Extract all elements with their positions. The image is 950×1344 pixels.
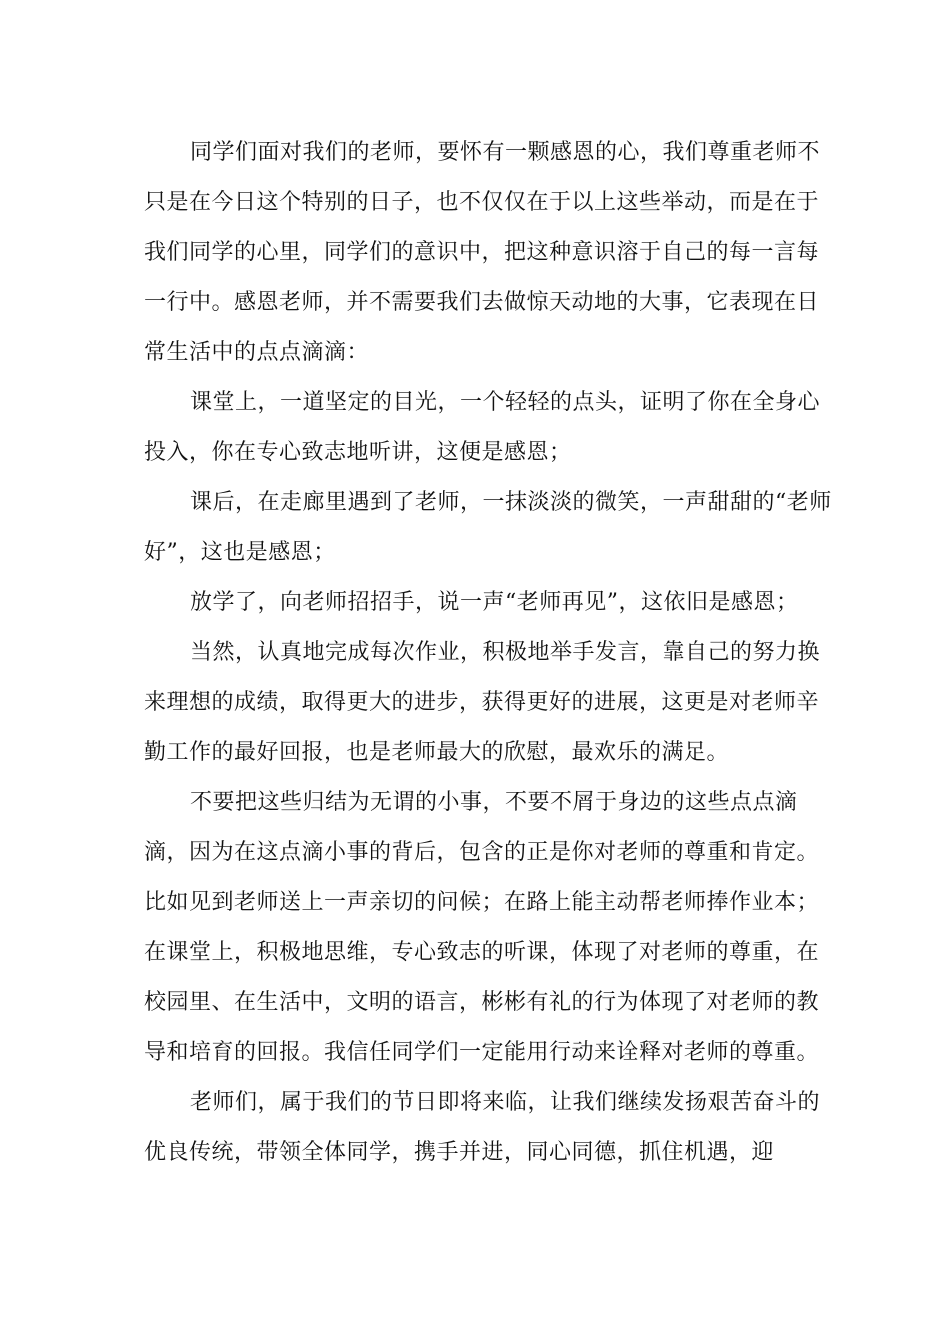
paragraph-homework: 当然，认真地完成每次作业，积极地举手发言，靠自己的努力换来理想的成绩，取得更大的进步，获得更好的进展，这更是对老师辛勤工作的最好回报，也是老师最大的欣慰，最欢乐的满足。	[144, 640, 821, 765]
paragraph-small-things: 不要把这些归结为无谓的小事，不要不屑于身边的这些点点滴滴，因为在这点滴小事的背后，包含的正是你对老师的尊重和肯定。比如见到老师送上一声亲切的问候；在路上能主动帮老师捧作业本；在课堂上，积极地思维，专心致志的听课，体现了对老师的尊重，在校园里、在生活中，文明的语言，彬彬有礼的行为体现了对老师的教导和培育的回报。我信任同学们一定能用行动来诠释对老师的尊重。	[144, 790, 820, 1065]
document-body	[144, 128, 834, 1178]
paragraph-teachers-festival: 老师们，属于我们的节日即将来临，让我们继续发扬艰苦奋斗的优良传统，带领全体同学，携手并进，同心同德，抓住机遇，迎	[144, 1090, 821, 1165]
paragraph-after-class: 课后，在走廊里遇到了老师，一抹淡淡的微笑，一声甜甜的“老师好”，这也是感恩；	[144, 490, 832, 565]
paragraph-classroom: 课堂上，一道坚定的目光，一个轻轻的点头，证明了你在全身心投入，你在专心致志地听讲，这便是感恩；	[144, 390, 821, 465]
paragraph-after-school: 放学了，向老师招招手，说一声“老师再见”，这依旧是感恩；	[190, 590, 799, 615]
paragraph-gratitude-intro: 同学们面对我们的老师，要怀有一颗感恩的心，我们尊重老师不只是在今日这个特别的日子，也不仅仅在于以上这些举动，而是在于我们同学的心里，同学们的意识中，把这种意识溶于自己的每一言每一行中。感恩老师，并不需要我们去做惊天动地的大事，它表现在日常生活中的点点滴滴：	[144, 140, 821, 365]
